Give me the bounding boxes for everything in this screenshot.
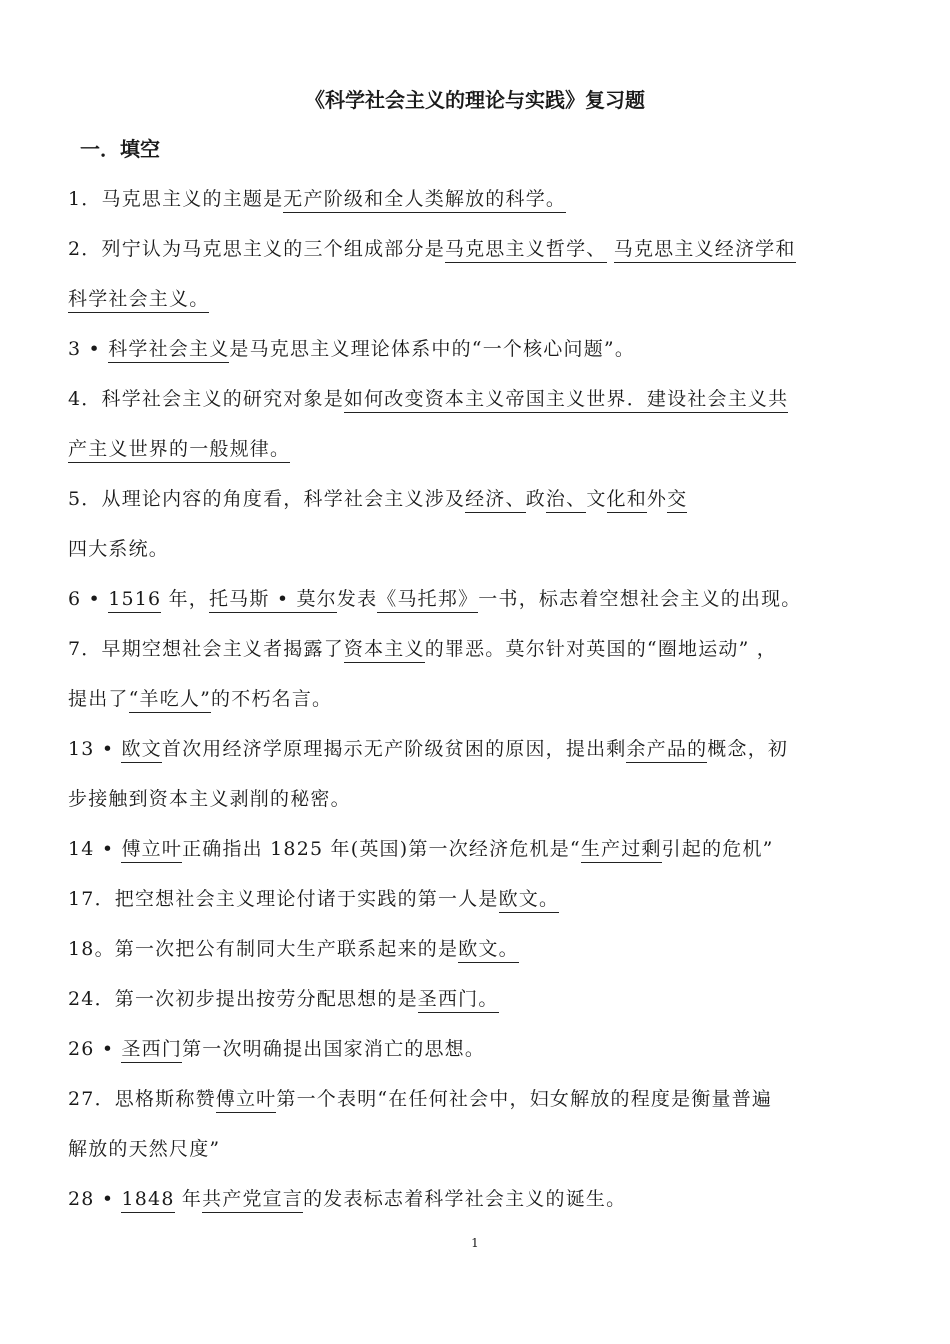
page-number: 1 — [471, 1236, 479, 1250]
answer-text: 治、 — [546, 488, 586, 513]
question-text: 一书，标志着空想社会主义的出现。 — [478, 588, 802, 610]
question-line — [68, 684, 332, 711]
answer-text: 交 — [667, 488, 687, 513]
question-line — [68, 284, 209, 311]
question-line — [68, 1084, 772, 1111]
question-line — [68, 534, 169, 561]
question-line — [68, 584, 802, 611]
question-text: 的发表标志着科学社会主义的诞生。 — [303, 1188, 627, 1210]
question-text: 的罪恶。莫尔针对英国的“圈地运动” ， — [424, 638, 777, 660]
answer-text: 托马斯 • 莫尔 — [209, 588, 337, 613]
question-text: 28 • — [68, 1188, 122, 1210]
answer-text: 如何改变资本主义帝国主义世界．建设社会主义共 — [344, 388, 788, 413]
answer-text: 欧文 — [121, 738, 161, 763]
question-line — [68, 834, 774, 861]
answer-text: “羊吃人” — [129, 688, 211, 713]
question-text: 年， — [161, 588, 209, 610]
question-line — [68, 784, 351, 811]
answer-text: 资本主义 — [344, 638, 425, 663]
question-line — [68, 184, 566, 211]
question-line — [68, 734, 788, 761]
question-text: 5．从理论内容的角度看，科学社会主义涉及 — [68, 488, 466, 510]
question-line — [68, 384, 788, 411]
question-text: 概念，初 — [707, 738, 789, 760]
question-line — [68, 1184, 626, 1211]
question-text: 18。第一次把公有制同大生产联系起来的是 — [68, 938, 459, 960]
question-text: 外 — [646, 488, 668, 510]
question-text: 1．马克思主义的主题是 — [68, 188, 284, 210]
answer-text: 化和 — [607, 488, 647, 513]
question-text: 17．把空想社会主义理论付诸于实践的第一人是 — [68, 888, 499, 910]
question-text: 4．科学社会主义的研究对象是 — [68, 388, 344, 410]
question-text: 27．思格斯称赞 — [68, 1088, 216, 1110]
question-text: 政 — [525, 488, 546, 510]
question-text: 年 — [174, 1188, 203, 1210]
answer-text: 1516 — [108, 588, 161, 613]
question-line — [68, 234, 796, 261]
question-line — [68, 334, 635, 361]
question-text: 7．早期空想社会主义者揭露了 — [68, 638, 344, 660]
answer-text: 生产过剩 — [581, 838, 662, 863]
answer-text: 欧文。 — [458, 938, 519, 963]
answer-text: 马克思主义哲学、 — [445, 238, 607, 263]
question-text: 文 — [586, 488, 607, 510]
question-text: 步接触到资本主义剥削的秘密。 — [68, 788, 351, 810]
question-line — [68, 884, 559, 911]
answer-text: 1848 — [121, 1188, 174, 1213]
question-text: 3 • — [68, 338, 109, 360]
answer-text: 经济、 — [465, 488, 526, 513]
section-heading: 一．填空 — [80, 137, 160, 161]
question-text: 是马克思主义理论体系中的“一个核心问题”。 — [229, 338, 636, 360]
answer-text: 傅立叶 — [121, 838, 182, 863]
question-text: 13 • — [68, 738, 122, 760]
question-text: 提出了 — [68, 688, 129, 710]
question-text: 24．第一次初步提出按劳分配思想的是 — [68, 988, 418, 1010]
answer-text: 圣西门。 — [418, 988, 499, 1013]
answer-text: 余产品的 — [626, 738, 707, 763]
answer-text: 欧文。 — [499, 888, 560, 913]
question-text: 14 • — [68, 838, 122, 860]
answer-text: 产主义世界的一般规律。 — [68, 438, 290, 463]
question-line — [68, 1134, 220, 1161]
answer-text: 马克思主义经济学和 — [614, 238, 796, 263]
question-text — [607, 238, 614, 260]
answer-text: 科学社会主义。 — [68, 288, 209, 313]
question-text: 四大系统。 — [68, 538, 170, 560]
question-text: 引起的危机” — [661, 838, 774, 860]
answer-text: 傅立叶 — [216, 1088, 277, 1113]
question-line — [68, 484, 687, 511]
question-text: 第一次明确提出国家消亡的思想。 — [182, 1038, 486, 1060]
answer-text: 圣西门 — [121, 1038, 182, 1063]
question-text: 的不朽名言。 — [211, 688, 333, 710]
question-text: 首次用经济学原理揭示无产阶级贫困的原因，提出剩 — [161, 738, 627, 760]
question-line — [68, 434, 290, 461]
question-line — [68, 634, 777, 661]
answer-text: 科学社会主义 — [108, 338, 229, 363]
answer-text: 共产党宣言 — [202, 1188, 303, 1213]
question-text: 正确指出 1825 年(英国)第一次经济危机是“ — [182, 838, 581, 860]
question-text: 第一个表明“在任何社会中，妇女解放的程度是衡量普遍 — [276, 1088, 773, 1110]
question-text: 2．列宁认为马克思主义的三个组成部分是 — [68, 238, 445, 260]
question-line — [68, 984, 499, 1011]
answer-text: 《马托邦》 — [377, 588, 478, 613]
document-title: 《科学社会主义的理论与实践》复习题 — [305, 88, 645, 112]
question-text: 解放的天然尺度” — [68, 1138, 221, 1160]
question-text: 发表 — [336, 588, 378, 610]
question-text: 6 • — [68, 588, 109, 610]
question-text: 26 • — [68, 1038, 122, 1060]
answer-text: 无产阶级和全人类解放的科学。 — [283, 188, 566, 213]
question-line — [68, 1034, 485, 1061]
question-line — [68, 934, 519, 961]
